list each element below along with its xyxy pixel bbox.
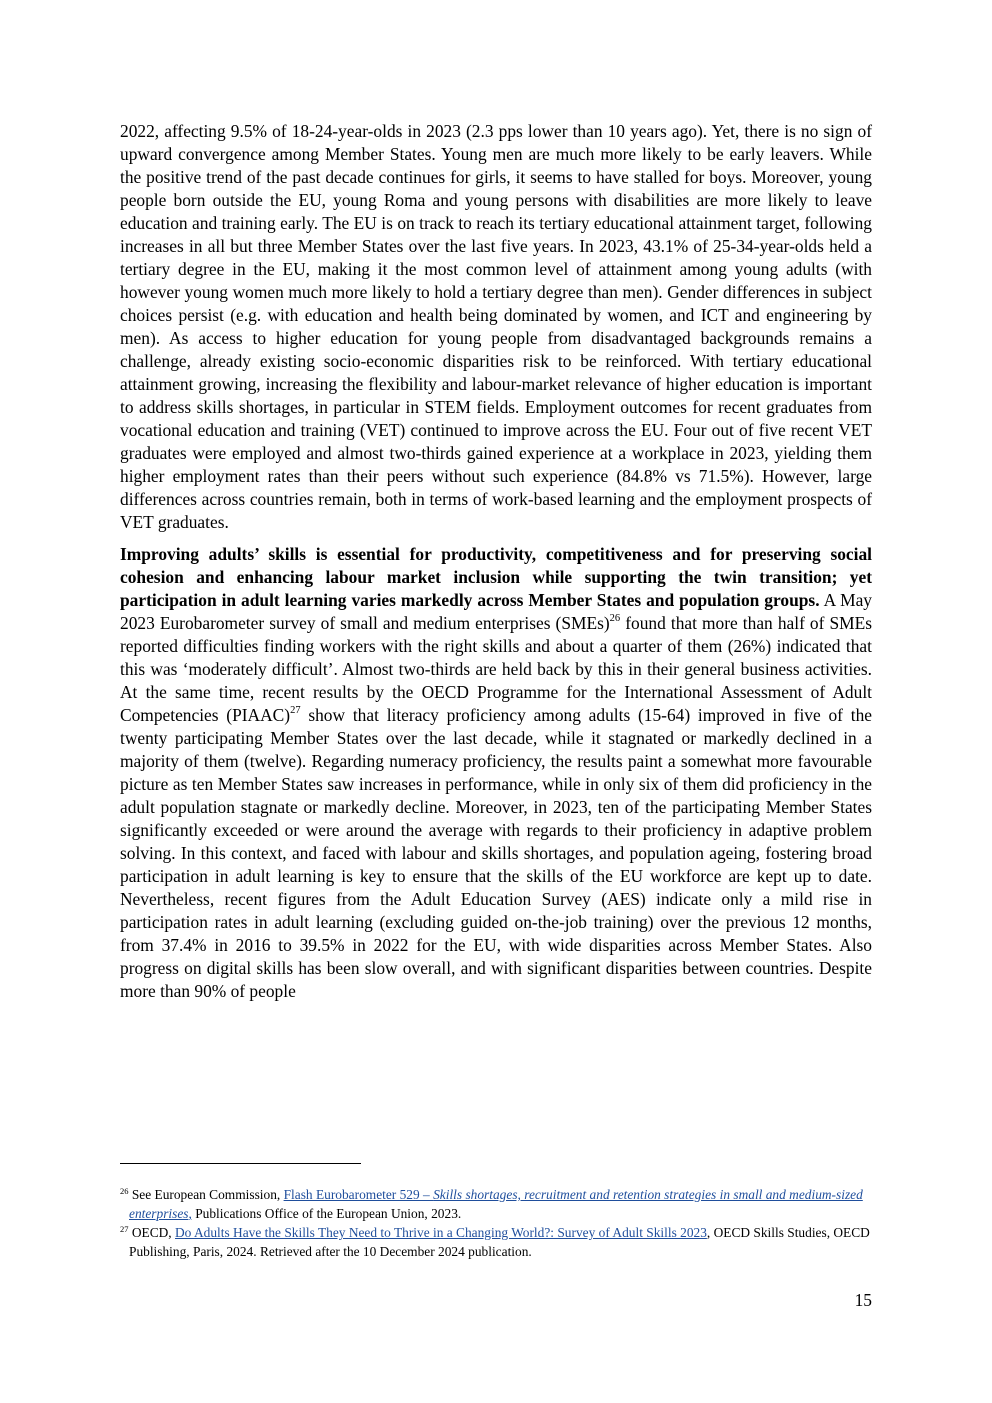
footnote-number: 26 [120, 1185, 129, 1196]
footnote-link-text: Flash Eurobarometer 529 – [283, 1187, 434, 1202]
footnote-27 [120, 1223, 872, 1261]
footnote-text: See European Commission, [128, 1187, 284, 1202]
footnotes [120, 1185, 872, 1261]
footnote-link-text: , [188, 1206, 192, 1221]
footnote-link-title: Skills shortages, recruitment and retention strategies in small and medium-sized enterprises [129, 1187, 863, 1221]
paragraph-text: show that literacy proficiency among adults (15-64) improved in five of the twenty participating Member States over the last decade, while it stagnated or markedly declined in a majority of them (twelve). Regarding numeracy proficiency, the results paint a somewhat more favourable picture as ten Member States saw increases in performance, while in only six of them did proficiency in the adult population stagnate or markedly decline. Moreover, in 2023, ten of the participating Member States significantly exceeded or were around the average with regards to their proficiency in adaptive problem solving. In this context, and faced with labour and skills shortages, and population ageing, fostering broad participation in adult learning is key to ensure that the skills of the EU workforce are kept up to date. Nevertheless, recent figures from the Adult Education Survey (AES) indicate only a mild rise in participation rates in adult learning (excluding guided on-the-job training) over the previous 12 months, from 37.4% in 2016 to 39.5% in 2022 for the EU, with wide disparities across Member States. Also progress on digital skills has been slow overall, and with significant disparities between countries. Despite more than 90% of people [120, 705, 872, 1001]
page-body [120, 120, 872, 1003]
paragraph-text: A May 2023 Eurobarometer survey of small and medium enterprises (SMEs) [120, 590, 873, 633]
footnote-number: 27 [120, 1223, 129, 1234]
footnote-26 [120, 1185, 872, 1223]
footnote-link-oecd-survey[interactable]: Do Adults Have the Skills They Need to Thrive in a Changing World?: Survey of Adult Skills 2023 [175, 1225, 707, 1240]
footnote-text: Publications Office of the European Union, 2023. [191, 1206, 462, 1221]
footnote-separator [120, 1163, 361, 1164]
page-number: 15 [854, 1290, 872, 1310]
paragraph-text: found that more than half of SMEs reported difficulties finding workers with the right skills and about a quarter of them (26%) indicated that this was ‘moderately difficult’. Almost two-thirds are held back by this in their general business activities. At the same time, recent results by the OECD Programme for the International Assessment of Adult Competencies (PIAAC) [120, 613, 872, 725]
paragraph-early-leavers-tertiary-vet: 2022, affecting 9.5% of 18-24-year-olds in 2023 (2.3 pps lower than 10 years ago). Yet, there is no sign of upward convergence among Member States. Young men are much more likely to be early leavers. While the positive trend of the past decade continues for girls, it seems to have stalled for boys. Moreover, young people born outside the EU, young Roma and young persons with disabilities are more likely to leave education and training early. The EU is on track to reach its tertiary educational attainment target, following increases in all but three Member States over the last five years. In 2023, 43.1% of 25-34-year-olds held a tertiary degree in the EU, making it the most common level of attainment among young adults (with however young women much more likely to hold a tertiary degree than men). Gender differences in subject choices persist (e.g. with education and health being dominated by women, and ICT and engineering by men). As access to higher education for young people from disadvantaged backgrounds remains a challenge, already existing socio-economic disparities risk to be reinforced. With tertiary educational attainment growing, increasing the flexibility and labour-market relevance of higher education is important to address skills shortages, in particular in STEM fields. Employment outcomes for recent graduates from vocational education and training (VET) continued to improve across the EU. Four out of five recent VET graduates were employed and almost two-thirds gained experience at a workplace in 2023, yielding them higher employment rates than their peers without such experience (84.8% vs 71.5%). However, large differences across countries remain, both in terms of work-based learning and the employment prospects of VET graduates. [120, 121, 872, 532]
footnote-text: , OECD Skills Studies, OECD Publishing, Paris, 2024. Retrieved after the 10 December 2024 publication. [129, 1225, 870, 1259]
paragraph-adult-skills [120, 543, 872, 1003]
footnote-text: OECD, [128, 1225, 175, 1240]
footnote-reference[interactable]: 27 [290, 705, 301, 717]
paragraph-lead-sentence: Improving adults’ skills is essential for productivity, competitiveness and for preserving social cohesion and enhancing labour market inclusion while supporting the twin transition; yet participation in adult learning varies markedly across Member States and population groups. [120, 544, 872, 610]
footnote-reference[interactable]: 26 [609, 613, 621, 625]
